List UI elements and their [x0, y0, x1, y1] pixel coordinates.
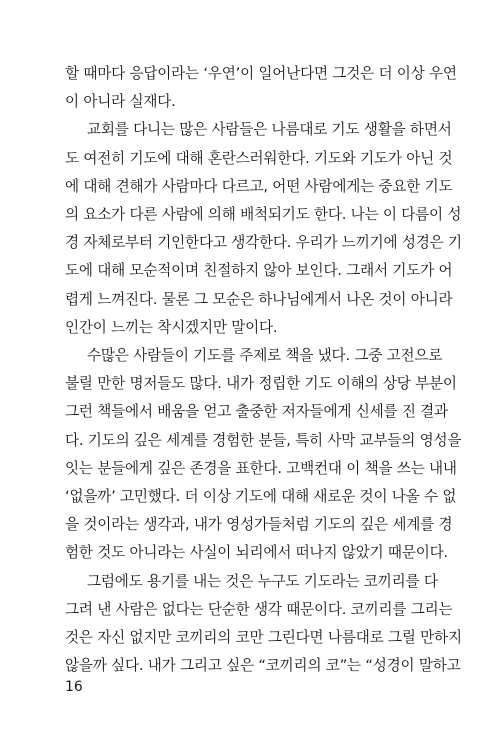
text-line: 도 여전히 기도에 대해 혼란스러워한다. 기도와 기도가 아닌 것 — [65, 149, 453, 167]
text-line: 그럼에도 용기를 내는 것은 누구도 기도라는 코끼리를 다 — [87, 572, 438, 590]
text-line: 그런 책들에서 배움을 얻고 출중한 저자들에게 신세를 진 결과 — [65, 403, 448, 421]
text-line: 에 대해 견해가 사람마다 다르고, 어떤 사람에게는 중요한 기도 — [65, 177, 453, 195]
page-number: 16 — [65, 679, 83, 695]
text-line: 잇는 분들에게 깊은 존경을 표한다. 고백컨대 이 책을 쓰는 내내 — [65, 459, 457, 477]
text-line: 수많은 사람들이 기도를 주제로 책을 냈다. 그중 고전으로 — [87, 347, 443, 365]
paragraph-1 — [65, 60, 457, 116]
text-line: 렵게 느껴진다. 물론 그 모순은 하나님에게서 나온 것이 아니라 — [65, 290, 453, 308]
text-line: 않을까 싶다. 내가 그리고 싶은 “코끼리의 코”는 “성경이 말하고 — [65, 657, 461, 675]
paragraph-3 — [65, 342, 462, 568]
text-line: ‘없을까’ 고민했다. 더 이상 기도에 대해 새로운 것이 나올 수 없 — [65, 488, 457, 506]
body-text — [65, 60, 462, 680]
paragraph-2 — [65, 116, 462, 342]
text-line: 경 자체로부터 기인한다고 생각한다. 우리가 느끼기에 성경은 기 — [65, 234, 462, 252]
paragraph-4 — [65, 568, 462, 681]
text-line: 할 때마다 응답이라는 ‘우연’이 일어난다면 그것은 더 이상 우연 — [65, 65, 457, 82]
text-line: 불릴 만한 명저들도 많다. 내가 정립한 기도 이해의 상당 부분이 — [65, 375, 457, 393]
text-line: 이 아니라 실재다. — [65, 93, 176, 111]
text-line: 교회를 다니는 많은 사람들은 나름대로 기도 생활을 하면서 — [87, 121, 452, 139]
text-line: 다. 기도의 깊은 세계를 경험한 분들, 특히 사막 교부들의 영성을 — [65, 431, 462, 449]
text-line: 것은 자신 없지만 코끼리의 코만 그린다면 나름대로 그릴 만하지 — [65, 629, 462, 647]
text-line: 의 요소가 다른 사람에 의해 배척되기도 한다. 나는 이 다름이 성 — [65, 206, 462, 224]
text-line: 인간이 느끼는 착시겠지만 말이다. — [65, 318, 278, 336]
text-line: 을 것이라는 생각과, 내가 영성가들처럼 기도의 깊은 세계를 경 — [65, 516, 453, 534]
text-line: 도에 대해 모순적이며 친절하지 않아 보인다. 그래서 기도가 어 — [65, 262, 453, 280]
text-line: 험한 것도 아니라는 사실이 뇌리에서 떠나지 않았기 때문이다. — [65, 544, 448, 562]
text-line: 그려 낸 사람은 없다는 단순한 생각 때문이다. 코끼리를 그리는 — [65, 600, 453, 618]
